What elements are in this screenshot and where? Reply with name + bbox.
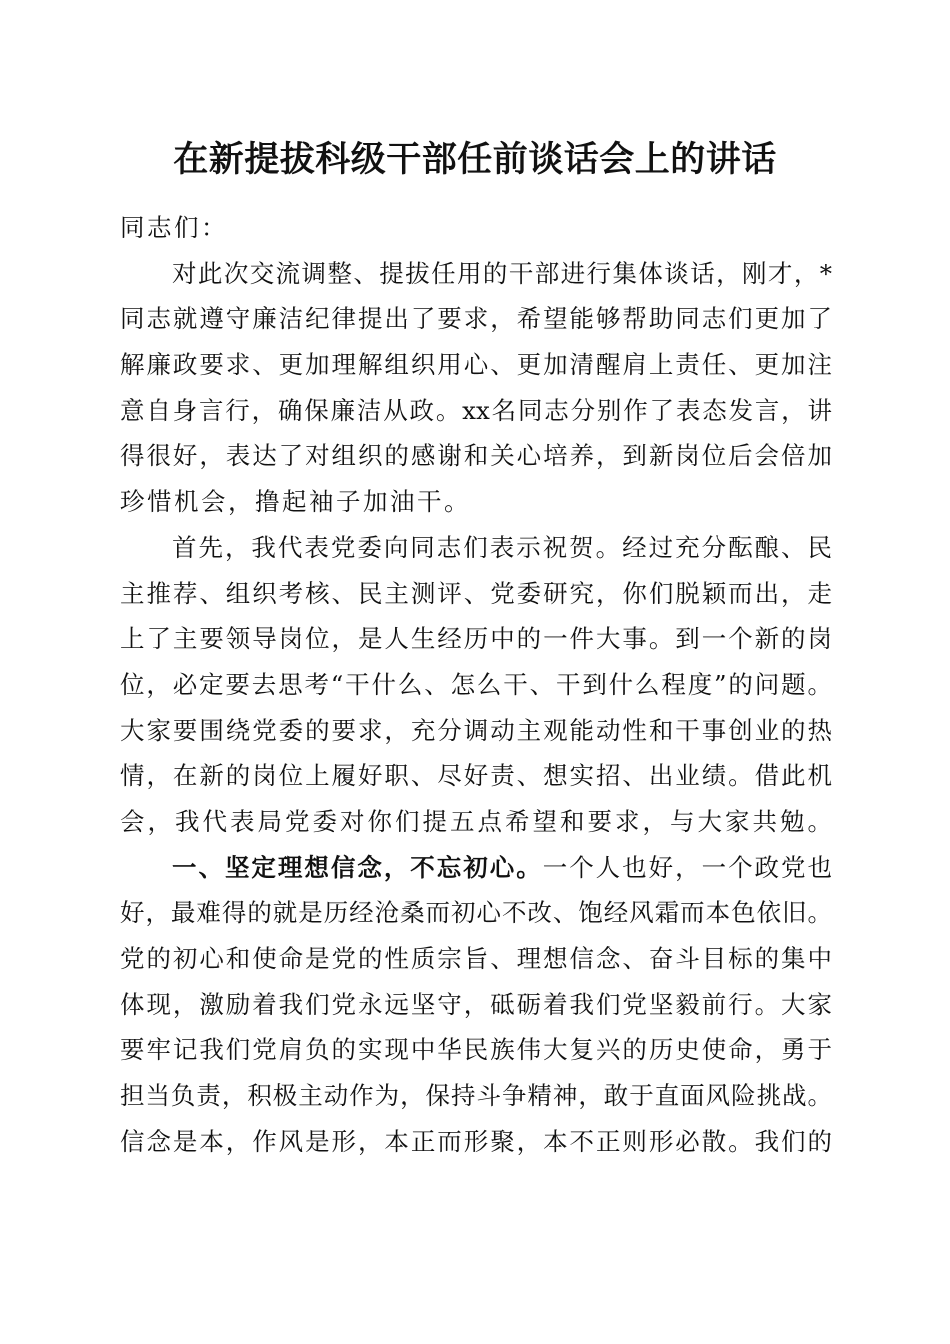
paragraph-2-line: 首先，我代表党委向同志们表示祝贺。经过充分酝酿、民 — [172, 532, 832, 562]
paragraph-3-first-line — [120, 845, 832, 891]
paragraph-3-line: 好，最难得的就是历经沧桑而初心不改、饱经风霜而本色依旧。 — [120, 898, 832, 928]
paragraph-1-line: 解廉政要求、更加理解组织用心、更加清醒肩上责任、更加注 — [120, 350, 832, 380]
paragraph-3-first-rest: 一个人也好，一个政党也 — [542, 852, 833, 882]
salutation: 同志们： — [120, 213, 228, 242]
paragraph-1-line: 对此次交流调整、提拔任用的干部进行集体谈话，刚才，* — [172, 258, 832, 288]
paragraph-1-line: 珍惜机会，撸起袖子加油干。 — [120, 487, 471, 517]
paragraph-3-line: 体现，激励着我们党永远坚守，砥砺着我们党坚毅前行。大家 — [120, 989, 832, 1019]
document-body — [120, 205, 832, 1164]
paragraph-3-line: 信念是本，作风是形，本正而形聚，本不正则形必散。我们的 — [120, 1126, 832, 1156]
paragraph-1-line: 得很好，表达了对组织的感谢和关心培养，到新岗位后会倍加 — [120, 441, 832, 471]
paragraph-2-line: 大家要围绕党委的要求，充分调动主观能动性和干事创业的热 — [120, 715, 832, 745]
paragraph-2-line: 情，在新的岗位上履好职、尽好责、想实招、出业绩。借此机 — [120, 761, 832, 791]
paragraph-2-line: 位，必定要去思考“干什么、怎么干、干到什么程度”的问题。 — [120, 669, 832, 699]
paragraph-1-line: 同志就遵守廉洁纪律提出了要求，希望能够帮助同志们更加了 — [120, 304, 832, 334]
document-title: 在新提拔科级干部任前谈话会上的讲话 — [173, 139, 777, 180]
paragraph-3-line: 党的初心和使命是党的性质宗旨、理想信念、奋斗目标的集中 — [120, 944, 832, 973]
paragraph-2-line: 主推荐、组织考核、民主测评、党委研究，你们脱颖而出，走 — [120, 578, 832, 608]
paragraph-3-line: 担当负责，积极主动作为，保持斗争精神，敢于直面风险挑战。 — [120, 1081, 832, 1111]
paragraph-2-line: 会，我代表局党委对你们提五点希望和要求，与大家共勉。 — [120, 806, 832, 836]
paragraph-3-line: 要牢记我们党肩负的实现中华民族伟大复兴的历史使命，勇于 — [120, 1035, 832, 1065]
section-heading: 一、坚定理想信念，不忘初心。 — [172, 852, 543, 882]
paragraph-1-line: 意自身言行，确保廉洁从政。xx名同志分别作了表态发言，讲 — [120, 395, 832, 425]
paragraph-2-line: 上了主要领导岗位，是人生经历中的一件大事。到一个新的岗 — [120, 624, 832, 654]
